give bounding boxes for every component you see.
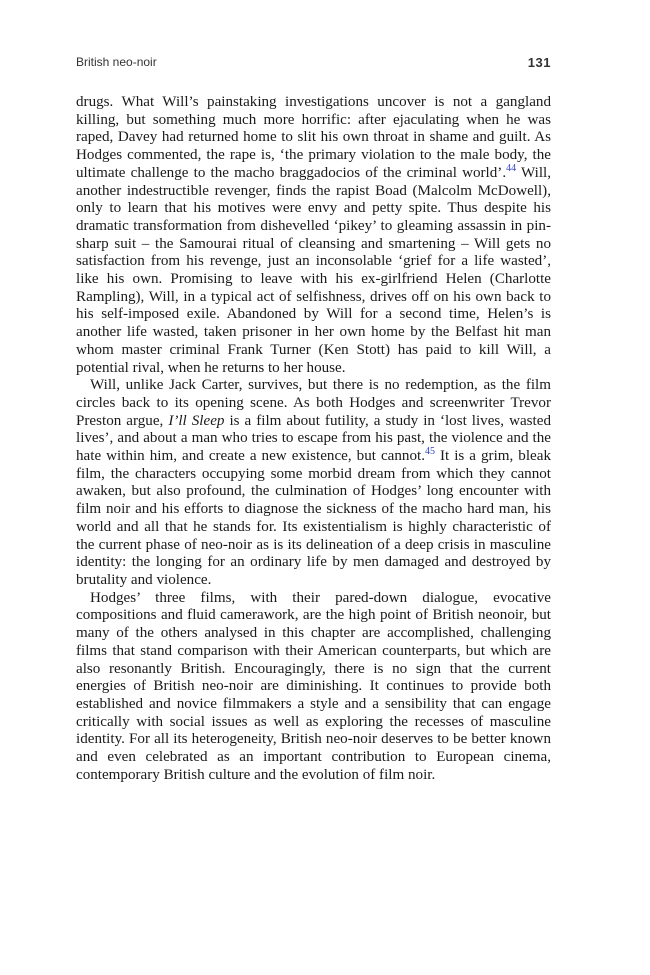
body-text <box>76 94 551 784</box>
film-title: I’ll Sleep <box>168 412 225 429</box>
paragraph <box>76 590 551 785</box>
paragraph-text: is a film about futility, a study in ‘lost lives, wasted lives’, and about a man who tries to escape from his past, the violence and the hate within him, and create a new existence, but cannot. <box>76 412 551 465</box>
running-title: British neo-noir <box>76 55 157 69</box>
footnote-ref[interactable]: 44 <box>506 162 517 174</box>
running-head <box>76 55 551 73</box>
paragraph-text: It is a grim, bleak film, the characters occupying some morbid dream from which they cannot awaken, but also profound, the culmination of Hodges’ long encounter with film noir and his efforts to diagnose the sickness of the macho hard man, his world and all that he stands for. Its existentialism is highly characteristic of the current phase of neo-noir as is its delineation of a deep crisis in masculine identity: the longing for an ordinary life by men damaged and destroyed by brutality and violence. <box>76 448 551 588</box>
paragraph <box>76 377 551 589</box>
paragraph-text: Will, unlike Jack Carter, survives, but there is no redemption, as the film circles back to its opening scene. As both Hodges and screenwriter Trevor Preston argue, <box>76 377 551 429</box>
paragraph-text: Hodges’ three films, with their pared-down dialogue, evocative compositions and fluid camerawork, are the high point of British neonoir, but many of the others analysed in this chapter are accomplished, challenging films that stand comparison with their American counterparts, but which are also resonantly British. Encouragingly, there is no sign that the current energies of British neo-noir are diminishing. It continues to provide both established and novice filmmakers a style and a sensibility that can engage critically with social issues as well as exploring the recesses of masculine identity. For all its heterogeneity, British neo-noir deserves to be better known and even celebrated as an important contribution to European cinema, contemporary British culture and the evolution of film noir. <box>76 589 551 783</box>
paragraph <box>76 94 551 377</box>
paragraph-text: drugs. What Will’s painstaking investigations uncover is not a gangland killing, but something much more horrific: after ejaculating when he was raped, Davey had returned home to slit his own throat in shame and guilt. As Hodges commented, the rape is, ‘the primary violation to the male body, the ultimate challenge to the macho braggadocios of the criminal world’. <box>76 94 551 181</box>
page-number: 131 <box>527 55 551 70</box>
footnote-ref[interactable]: 45 <box>424 446 435 458</box>
paragraph-text: Will, another indestructible revenger, finds the rapist Boad (Malcolm McDowell), only to learn that his motives were envy and petty spite. Thus despite his dramatic transformation from dishevelled ‘pikey’ to gleaming assassin in pin-sharp suit – the Samourai ritual of cleansing and smartening – Will gets no satisfaction from his revenge, just an inconsolable ‘grief for a life wasted’, like his own. Promising to leave with his ex-girlfriend Helen (Charlotte Rampling), Will, in a typical act of selfishness, drives off on his own back to his self-imposed exile. Abandoned by Will for a second time, Helen’s is another life wasted, taken prisoner in her own home by the Belfast hit man whom master criminal Frank Turner (Ken Stott) has paid to kill Will, a potential rival, when he returns to her house. <box>76 164 551 376</box>
